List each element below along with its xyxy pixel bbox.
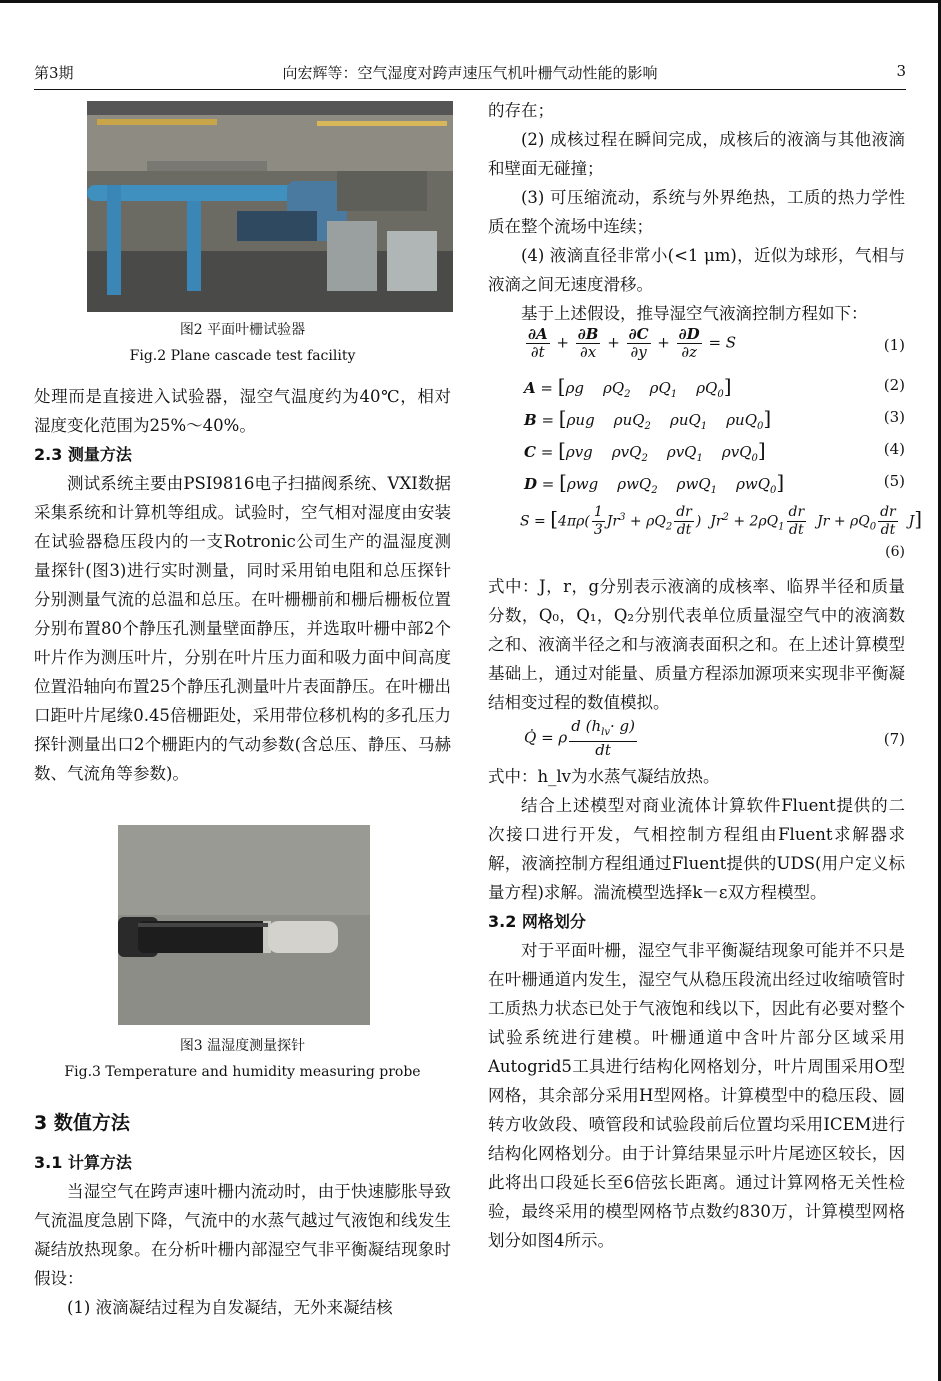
section-heading-2-3: 2.3 测量方法 bbox=[34, 445, 132, 464]
paragraph: (2) 成核过程在瞬间完成，成核后的液滴与其他液滴和壁面无碰撞； bbox=[488, 130, 905, 178]
paragraph: 式中：h_lv为水蒸气凝结放热。 bbox=[488, 767, 720, 786]
fig2-caption bbox=[34, 317, 451, 369]
paragraph: (1) 液滴凝结过程为自发凝结，无外来凝结核 bbox=[67, 1298, 393, 1317]
section-heading-3-2: 3.2 网格划分 bbox=[488, 912, 586, 931]
paragraph: 式中：J，r，g分别表示液滴的成核率、临界半径和质量分数，Q₀，Q₁，Q₂分别代表单位质量湿空气中的液滴数之和、液滴半径之和与液滴表面积之和。在上述计算模型基础上，通过对能量、质量方程添加源项来实现非平衡凝结相变过程的数值模拟。 bbox=[488, 577, 905, 712]
page-border-top bbox=[0, 0, 941, 3]
left-column-top bbox=[34, 382, 451, 788]
equation-number: (2) bbox=[883, 376, 905, 394]
paragraph: 测试系统主要由PSI9816电子扫描阀系统、VXI数据采集系统和计算机等组成。试验时，空气相对湿度由安装在试验器稳压段内的一支Rotronic公司生产的温湿度测量探针(图3)进行实时测量，同时采用铂电阻和总压探针分别测量气流的总温和总压。在叶栅栅前和栅后栅板位置分别布置80个静压孔测量壁面静压，并选取叶栅中部2个叶片作为测压叶片，分别在叶片压力面和吸力面中间高度位置沿轴向布置25个静压孔测量叶片表面静压。在叶栅出口距叶片尾缘0.45倍栅距处，采用带位移机构的多孔压力探针测量出口2个栅距内的气动参数(含总压、静压、马赫数、气流角等参数)。 bbox=[34, 474, 451, 783]
equation-7: Q̇ = ρ $\frac{d (h_{lv}\cdot g)}{dt}$ (7) bbox=[524, 717, 905, 759]
paragraph: (3) 可压缩流动，系统与外界绝热，工质的热力学性质在整个流场中连续； bbox=[488, 188, 905, 236]
section-heading-3-1: 3.1 计算方法 bbox=[34, 1153, 132, 1172]
fig3-caption bbox=[34, 1033, 451, 1085]
paragraph: 结合上述模型对商业流体计算软件Fluent提供的二次接口进行开发，气相控制方程组由Fluent求解器求解，液滴控制方程组通过Fluent提供的UDS(用户定义标量方程)求解。湍流模型选择k－ε双方程模型。 bbox=[488, 796, 905, 902]
running-title: 向宏辉等：空气湿度对跨声速压气机叶栅气动性能的影响 bbox=[282, 64, 658, 82]
equation-6: S = [4πρ( $\frac{1}{3}$ $Jr^3 + \rho Q_2$ $\frac{dr}{dt}$ ) $Jr^2 + 2\rho Q_1$ $\frac{dr}{dt}$ $Jr + \rho Q_0$ $\frac{dr}{dt}$ J] (6) bbox=[520, 504, 923, 560]
page-number: 3 bbox=[896, 62, 906, 80]
equation-4: C = [ρvg ρvQ$_2$ ρvQ$_1$ ρvQ$_0$] (4) bbox=[524, 438, 905, 464]
fig3-photo bbox=[118, 825, 370, 1025]
equations-block bbox=[488, 325, 923, 572]
equation-number: (3) bbox=[883, 408, 905, 426]
paragraph: 对于平面叶栅，湿空气非平衡凝结现象可能并不只是在叶栅通道内发生，湿空气从稳压段流出经过收缩喷管时工质热力状态已处于气液饱和线以下，因此有必要对整个试验系统进行建模。叶栅通道中含叶片部分区域采用Autogrid5工具进行结构化网格划分，叶片周围采用O型网格，其余部分采用H型网格。计算模型中的稳压段、圆转方收敛段、喷管段和试验段前后位置均采用ICEM进行结构化网格划分。由于计算结果显示叶片尾迹区较长，因此将出口段延长至6倍弦长距离。通过计算网格无关性检验，最终采用的模型网格节点数约830万，计算模型网格划分如图4所示。 bbox=[488, 941, 905, 1250]
header-rule bbox=[34, 89, 906, 90]
fig3-caption-cn: 图3 温湿度测量探针 bbox=[179, 1038, 306, 1054]
equation-7-block bbox=[488, 718, 905, 764]
equation-number: (6) bbox=[885, 544, 905, 560]
right-column-assumptions bbox=[488, 96, 905, 328]
paragraph: 基于上述假设，推导湿空气液滴控制方程如下： bbox=[521, 304, 868, 323]
fig2-photo bbox=[87, 101, 453, 312]
paragraph: 当湿空气在跨声速叶栅内流动时，由于快速膨胀导致气流温度急剧下降，气流中的水蒸气越过气液饱和线发生凝结放热现象。在分析叶栅内部湿空气非平衡凝结现象时假设： bbox=[34, 1182, 451, 1288]
right-column-bottom bbox=[488, 762, 905, 1255]
equation-3: B = [ρug ρuQ$_2$ ρuQ$_1$ ρuQ$_0$] (3) bbox=[524, 406, 905, 432]
running-header bbox=[34, 62, 906, 86]
fig3-caption-en: Fig.3 Temperature and humidity measuring probe bbox=[64, 1064, 421, 1080]
equation-5: D = [ρwg ρwQ$_2$ ρwQ$_1$ ρwQ$_0$] (5) bbox=[524, 470, 905, 496]
right-column-middle bbox=[488, 572, 905, 717]
equation-number: (4) bbox=[883, 440, 905, 458]
equation-number: (1) bbox=[883, 336, 905, 354]
fig2-caption-cn: 图2 平面叶栅试验器 bbox=[179, 322, 306, 338]
section-heading-3: 3 数值方法 bbox=[34, 1112, 130, 1134]
equation-1: $\frac{\partial A}{\partial t}$ + $\frac{\partial B}{\partial x}$ + $\frac{\partial C}{\partial y}$ + $\frac{\partial D}{\partial z}$ = S (1) bbox=[528, 325, 905, 361]
equation-number: (5) bbox=[883, 472, 905, 490]
paragraph: (4) 液滴直径非常小(<1 μm)，近似为球形，气相与液滴之间无速度滑移。 bbox=[488, 246, 905, 294]
left-column-bottom bbox=[34, 1108, 451, 1322]
equation-2: A = [ρg $\rho Q_2$ $\rho Q_1$ $\rho Q_0$] (2) bbox=[524, 374, 905, 400]
paragraph: 的存在； bbox=[488, 101, 554, 120]
issue-number: 第3期 bbox=[34, 64, 74, 82]
paragraph: 处理而是直接进入试验器，湿空气温度约为40℃，相对湿度变化范围为25%～40%。 bbox=[34, 387, 451, 435]
fig2-caption-en: Fig.2 Plane cascade test facility bbox=[129, 348, 356, 364]
equation-number: (7) bbox=[883, 730, 905, 748]
